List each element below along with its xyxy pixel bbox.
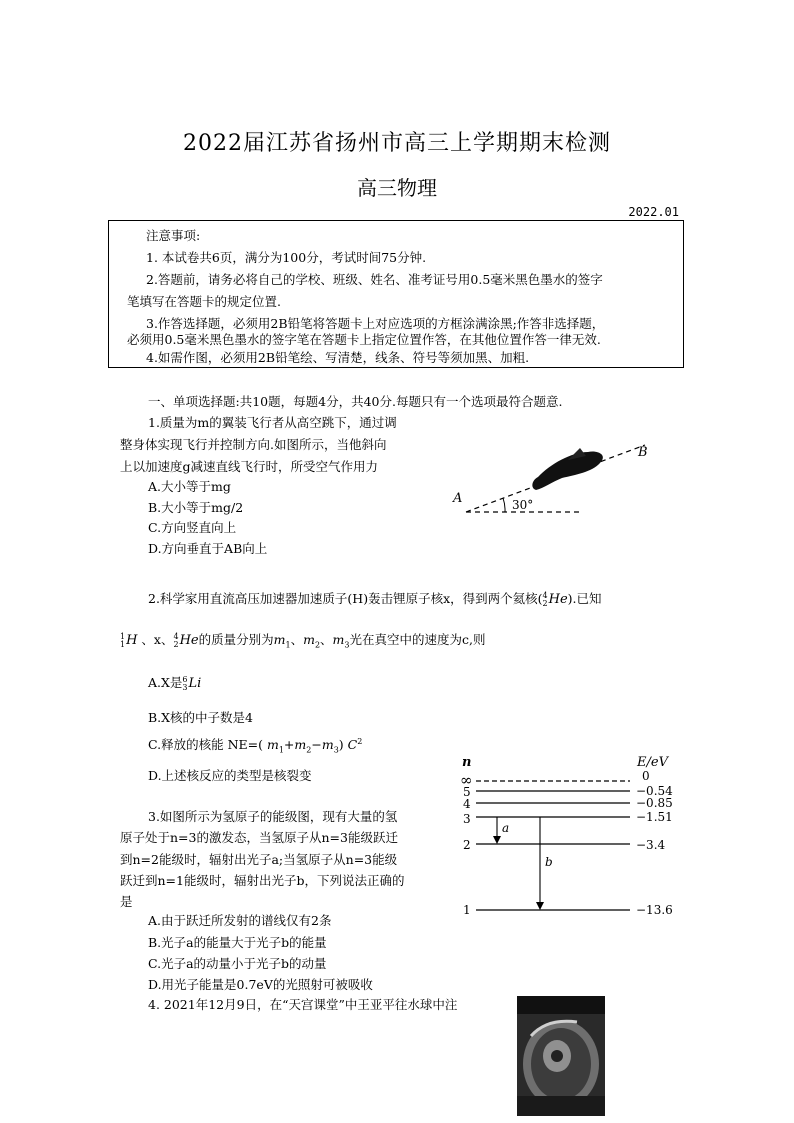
exam-title: 2022届江苏省扬州市高三上学期期末检测 (183, 131, 611, 156)
level-n: ∞ (460, 771, 473, 789)
exam-date: 2022.01 (628, 205, 679, 219)
level-n: 1 (463, 903, 471, 917)
q2-option-d: D.上述核反应的类型是核裂变 (148, 768, 312, 783)
q3-line: 原子处于n=3的激发态，当氢原子从n=3能级跃迁 (120, 830, 398, 845)
level-e: −13.6 (636, 903, 673, 917)
arrow-a-label: a (502, 821, 510, 835)
section-heading: 一、单项选择题:共10题，每题4分，共40分.每题只有一个选项最符合题意. (148, 394, 563, 409)
q3-option-a: A.由于跃迁所发射的谱线仅有2条 (148, 913, 332, 928)
level-e: −3.4 (636, 838, 666, 852)
q2-text: 的质量分别为 (198, 632, 274, 647)
angle-arc (503, 498, 505, 512)
level-n: 5 (463, 785, 471, 799)
level-e: −0.85 (636, 796, 673, 810)
q2-line1: 2.科学家用直流高压加速器加速质子(H)轰击锂原子核x，得到两个氦核(4 2He).已知 (148, 590, 602, 608)
q1-option-c: C.方向竖直向上 (148, 520, 237, 535)
energy-level-diagram (450, 752, 690, 927)
level-e: 0 (642, 769, 650, 783)
q1-option-b: B.大小等于mg/2 (148, 500, 244, 515)
q1-line: 整身体实现飞行并控制方向.如图所示，当他斜向 (120, 437, 387, 452)
arrow-b-label: b (545, 855, 553, 869)
q3-line: 跃迁到n=1能级时，辐射出光子b，下列说法正确的 (120, 873, 405, 888)
q3-line: 是 (120, 894, 133, 909)
label-a: A (453, 491, 463, 506)
level-e: −1.51 (636, 810, 673, 824)
notice-item: 1. 本试卷共6页，满分为100分，考试时间75分钟. (146, 250, 427, 265)
notice-item: 3.作答选择题，必须用2B铅笔将答题卡上对应选项的方框涂满涂黑;作答非选择题， (146, 316, 605, 331)
water-ball-photo (517, 996, 605, 1116)
q3-option-b: B.光子a的能量大于光子b的能量 (148, 935, 327, 950)
q3-option-c: C.光子a的动量小于光子b的动量 (148, 956, 327, 971)
arrow-a-head (493, 836, 501, 844)
q3-line: 3.如图所示为氢原子的能级图，现有大量的氢 (148, 809, 398, 824)
q2-text: 光在真空中的速度为c,则 (349, 632, 486, 647)
arrow-b-head (536, 902, 544, 910)
q1-option-d: D.方向垂直于AB向上 (148, 541, 268, 556)
notice-item: 2.答题前，请务必将自己的学校、班级、姓名、准考证号用0.5毫米黑色墨水的签字 (146, 272, 603, 287)
level-e: −0.54 (636, 784, 673, 798)
notice-item: 4.如需作图，必须用2B铅笔绘、写清楚，线条、符号等须加黑、加粗. (146, 350, 530, 365)
flyer-silhouette (532, 452, 603, 490)
label-b: B (638, 445, 648, 460)
q1-line: 上以加速度g减速直线飞行时，所受空气作用力 (120, 459, 379, 474)
exam-subtitle: 高三物理 (357, 176, 437, 200)
q1-option-a: A.大小等于mg (148, 479, 231, 494)
q2-option-c: C.释放的核能 NE=( $m_1+m_2-m_3$) $C^2$ (148, 736, 363, 755)
q1-line: 1.质量为m的翼装飞行者从高空跳下，通过调 (148, 415, 397, 430)
q1-figure (450, 430, 670, 525)
q2-text: 2.科学家用直流高压加速器加速质子(H)轰击锂原子核x，得到两个氦核( (148, 591, 543, 606)
q2-option-b: B.X核的中子数是4 (148, 710, 254, 725)
q2-line2: 1 1H 、x、4 2He的质量分别为$m_1$、$m_2$、$m_3$光在真空中的速度为c,则 (120, 631, 486, 650)
notice-item: 必须用0.5毫米黑色墨水的签字笔在答题卡上指定位置作答，在其他位置作答一律无效. (127, 332, 601, 347)
q4-line: 4. 2021年12月9日，在“天宫课堂”中王亚平往水球中注 (148, 997, 458, 1012)
q3-line: 到n=2能级时，辐射出光子a;当氢原子从n=3能级 (120, 852, 398, 867)
q3-option-d: D.用光子能量是0.7eV的光照射可被吸收 (148, 977, 373, 992)
q2-option-a: A.X是6 3Li (148, 674, 202, 692)
notice-item: 笔填写在答题卡的规定位置. (127, 294, 281, 309)
notice-heading: 注意事项: (146, 228, 201, 243)
energy-axis-label: E/eV (637, 755, 668, 770)
level-n: 4 (463, 797, 471, 811)
q2-text: ).已知 (567, 591, 602, 606)
level-n: 3 (463, 812, 471, 826)
level-n: 2 (463, 838, 471, 852)
angle-label: 30° (512, 498, 534, 512)
notice-box (108, 220, 684, 368)
n-axis-label: n (462, 755, 472, 770)
